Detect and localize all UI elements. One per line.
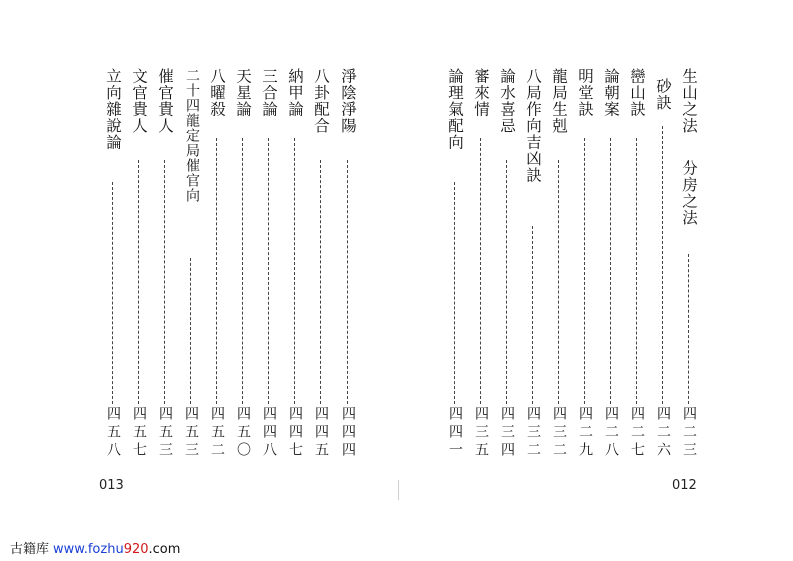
dotted-leader [662,126,663,404]
page-number: 012 [672,478,697,493]
dotted-leader [688,254,689,404]
dotted-leader [506,160,507,404]
toc-entry [128,68,150,478]
toc-entry-page: 四五八 [105,406,121,460]
dotted-leader [216,138,217,404]
toc-entry-title: 納甲論 [286,68,304,118]
toc-entry [522,68,544,478]
toc-entry-page: 四五二 [209,406,225,460]
toc-entry-title: 立向雜說論 [104,68,122,151]
site-url-prefix: www.fozhu [53,542,124,557]
site-url-suffix: .com [148,542,181,557]
site-name: 古籍库 [10,542,50,557]
toc-entry-title: 砂訣 [654,78,672,111]
toc-entry [258,68,280,478]
toc-entry-title: 催官貴人 [156,68,174,134]
dotted-leader [532,226,533,404]
site-watermark [10,538,180,557]
toc-entry [600,68,622,478]
toc-entry-title: 論水喜忌 [498,68,516,134]
toc-entry-page: 四二九 [577,406,593,460]
toc-entry-subtitle: 分房之法 [680,160,698,226]
left-page [0,0,396,500]
toc-entry [548,68,570,478]
toc-entry [232,68,254,478]
toc-entry-title: 明堂訣 [576,68,594,118]
toc-entry-title: 二十四龍定局催官向 [184,68,200,203]
toc-entry [154,68,176,478]
page-number: 013 [99,478,124,493]
toc-entry-title: 三合論 [260,68,278,118]
dotted-leader [558,160,559,404]
toc-entry [678,68,700,478]
toc-entry [574,68,596,478]
toc-entry-page: 四四八 [261,406,277,460]
toc-entry-page: 四三四 [499,406,515,460]
toc-entry-page: 四四五 [313,406,329,460]
toc-entry-page: 四五〇 [235,406,251,460]
dotted-leader [454,182,455,404]
toc-entry-title: 淨陰淨陽 [339,68,357,134]
toc-entry [470,68,492,478]
toc-entry-title: 生山之法 [680,68,698,134]
dotted-leader [347,160,348,404]
toc-entry-page: 四三二 [551,406,567,460]
toc-entry-page: 四三二 [525,406,541,460]
toc-entry-page: 四三五 [473,406,489,460]
dotted-leader [190,258,191,404]
toc-entry [626,68,648,478]
toc-entry [180,68,202,478]
toc-entry-page: 四四一 [447,406,463,460]
toc-entry-page: 四五三 [183,406,199,460]
toc-entry-page: 四二七 [629,406,645,460]
toc-entry [310,68,332,478]
toc-entry-title: 八卦配合 [312,68,330,134]
dotted-leader [294,138,295,404]
toc-entry-title: 論朝案 [602,68,620,118]
dotted-leader [320,160,321,404]
toc-entry [284,68,306,478]
toc-entry-page: 四五三 [157,406,173,460]
toc-entry-title: 文官貴人 [130,68,148,134]
toc-entry-title: 八曜殺 [208,68,226,118]
toc-entry-page: 四五七 [131,406,147,460]
toc-entry-title: 論理氣配向 [446,68,464,151]
toc-entry-title: 天星論 [234,68,252,118]
dotted-leader [584,138,585,404]
toc-entry [444,68,466,478]
dotted-leader [268,138,269,404]
toc-entry-page: 四二八 [603,406,619,460]
toc-entry-title: 審來情 [472,68,490,118]
toc-entry-page: 四四七 [287,406,303,460]
toc-entry-title: 八局作向吉凶訣 [524,68,542,184]
dotted-leader [610,138,611,404]
dotted-leader [164,160,165,404]
dotted-leader [636,138,637,404]
toc-entry [652,68,674,478]
dotted-leader [138,160,139,404]
right-page [397,0,793,500]
site-url-number: 920 [123,542,149,557]
toc-entry [496,68,518,478]
dotted-leader [480,138,481,404]
toc-entry-title: 巒山訣 [628,68,646,118]
toc-entry-page: 四二三 [681,406,697,460]
toc-entry [102,68,124,478]
toc-entry [206,68,228,478]
dotted-leader [112,182,113,404]
dotted-leader [242,138,243,404]
toc-entry-title: 龍局生剋 [550,68,568,134]
toc-entry-page: 四二六 [655,406,671,460]
toc-entry [337,68,359,478]
toc-entry-page: 四四四 [340,406,356,460]
